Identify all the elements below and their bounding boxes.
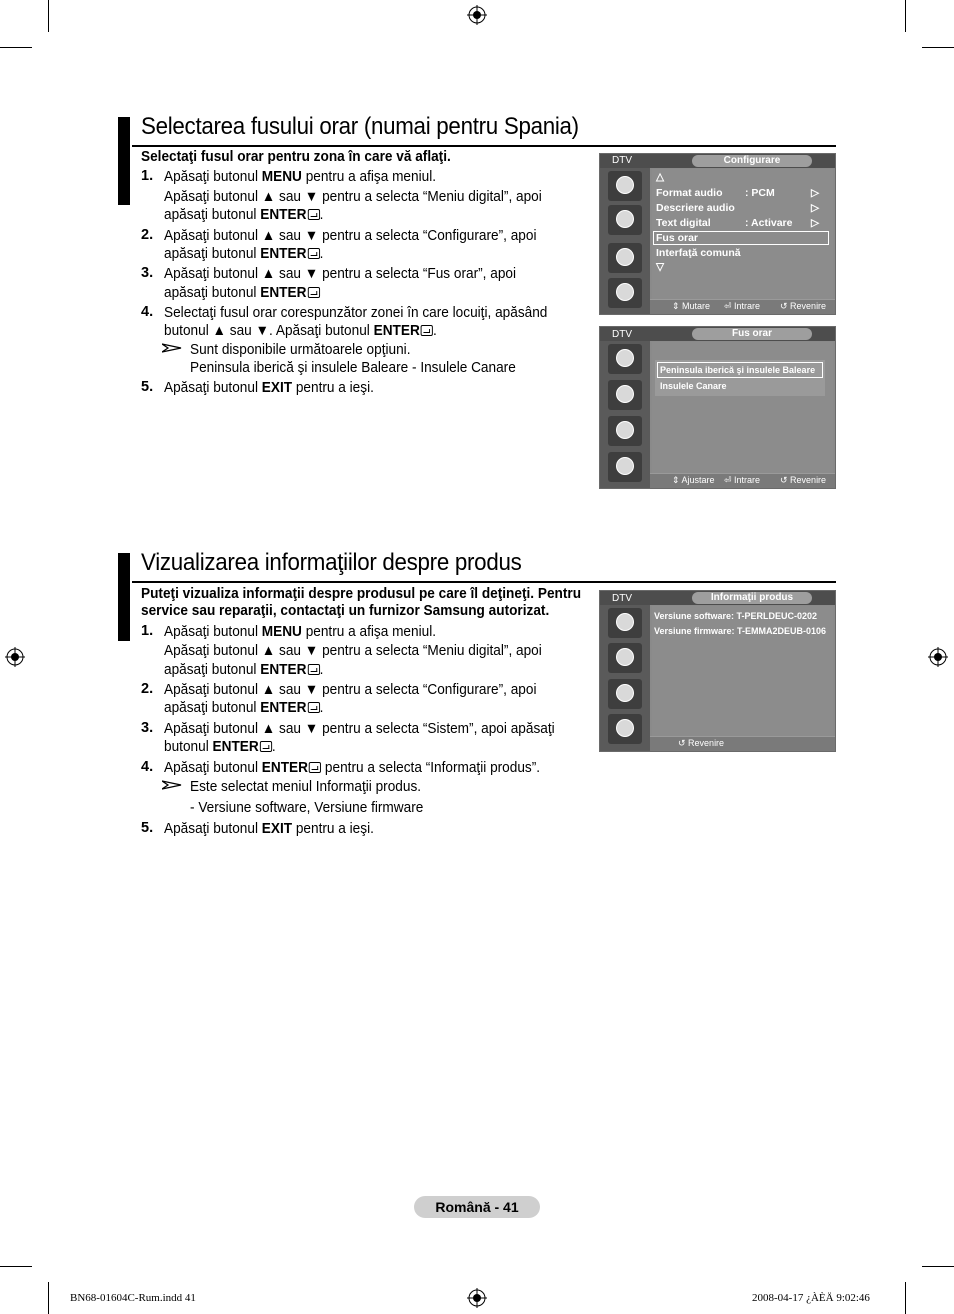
step-number: 3.	[141, 720, 154, 736]
foot-move: Mutare	[682, 301, 711, 311]
enter-icon	[421, 325, 433, 336]
step-text: apăsaţi butonul ENTER .	[164, 662, 324, 678]
osd-fus-orar	[599, 326, 836, 489]
setup-menu-icon	[608, 243, 642, 273]
step-number: 3.	[141, 265, 154, 281]
section-intro: Selectaţi fusul orar pentru zona în care vă aflaţi.	[141, 149, 451, 165]
crop-mark	[0, 47, 32, 48]
step-text: butonul ENTER .	[164, 739, 276, 755]
page-number: Română - 41	[414, 1196, 540, 1218]
note-text: - Versiune software, Versiune firmware	[190, 800, 424, 816]
crop-mark	[922, 1266, 954, 1267]
slug-right: 2008-04-17 ¿ÀÈÄ 9:02:46	[752, 1292, 870, 1304]
osd-dtv-label: DTV	[612, 329, 632, 340]
crop-mark	[905, 0, 906, 32]
osd-row-value: : PCM	[745, 187, 775, 199]
osd-dtv-label: DTV	[612, 593, 632, 604]
crop-mark	[922, 47, 954, 48]
sound-menu-icon	[608, 643, 642, 673]
section-bar-gap	[132, 117, 137, 205]
step-text: apăsaţi butonul ENTER .	[164, 700, 324, 716]
enter-icon	[260, 741, 272, 752]
step-text: Apăsaţi butonul ▲ sau ▼ pentru a selecta “Sistem”, apoi apăsaţi	[164, 721, 555, 737]
step-text: Apăsaţi butonul MENU pentru a afişa meniul.	[164, 624, 437, 640]
note-arrow-icon	[162, 780, 182, 790]
section-bar	[118, 553, 130, 641]
osd-tab: Fus orar	[692, 328, 812, 340]
crop-mark	[48, 0, 49, 32]
step-text: Apăsaţi butonul ▲ sau ▼ pentru a selecta “Configurare”, apoi	[164, 228, 537, 244]
registration-mark-icon	[467, 5, 487, 25]
section-intro: service sau reparaţii, contactaţi un furnizor Samsung autorizat.	[141, 603, 550, 619]
osd-option[interactable]: Peninsula iberică şi insulele Baleare	[660, 365, 816, 375]
step-text: Apăsaţi butonul MENU pentru a afişa meniul.	[164, 169, 437, 185]
step-number: 5.	[141, 379, 154, 395]
step-text: Selectaţi fusul orar corespunzător zonei în care locuiţi, apăsând	[164, 305, 548, 321]
osd-informatii-produs	[599, 590, 836, 752]
foot-enter: Intrare	[734, 301, 761, 311]
enter-icon	[307, 287, 319, 298]
osd-tab: Configurare	[692, 155, 812, 167]
section-intro: Puteţi vizualiza informaţii despre produsul pe care îl deţineţi. Pentru	[141, 586, 582, 602]
enter-icon	[307, 248, 319, 259]
chevron-right-icon: ▷	[811, 187, 820, 199]
foot-enter: Intrare	[734, 475, 761, 485]
note-text: Peninsula iberică şi insulele Baleare - Insulele Canare	[190, 360, 516, 376]
enter-icon	[307, 209, 319, 220]
picture-menu-icon	[608, 344, 642, 374]
step-text: apăsaţi butonul ENTER .	[164, 207, 324, 223]
enter-icon	[307, 664, 319, 675]
input-menu-icon	[608, 452, 642, 482]
step-text: Apăsaţi butonul EXIT pentru a ieşi.	[164, 821, 374, 837]
slug-left: BN68-01604C-Rum.indd 41	[70, 1292, 196, 1304]
foot-back: Revenire	[688, 738, 725, 748]
registration-mark-icon	[467, 1288, 487, 1308]
chevron-right-icon: ▷	[811, 217, 820, 229]
step-text: Apăsaţi butonul ENTER pentru a selecta “Informaţii produs”.	[164, 760, 541, 776]
step-text: Apăsaţi butonul ▲ sau ▼ pentru a selecta “Fus orar”, apoi	[164, 266, 517, 282]
osd-info-line: Versiune software: T-PERLDEUC-0202	[654, 611, 818, 621]
section-title: Selectarea fusului orar (numai pentru Spania)	[141, 113, 579, 140]
sound-menu-icon	[608, 380, 642, 410]
section-rule	[132, 145, 836, 147]
scroll-down-icon[interactable]: ▽	[656, 261, 665, 273]
crop-mark	[905, 1282, 906, 1314]
osd-row-label[interactable]: Text digital	[656, 217, 711, 229]
osd-tab: Informaţii produs	[692, 592, 812, 604]
step-number: 2.	[141, 681, 154, 697]
step-text: apăsaţi butonul ENTER .	[164, 246, 324, 262]
crop-mark	[48, 1282, 49, 1314]
setup-menu-icon	[608, 416, 642, 446]
step-text: Apăsaţi butonul ▲ sau ▼ pentru a selecta “Meniu digital”, apoi	[164, 189, 542, 205]
step-text: butonul ▲ sau ▼. Apăsaţi butonul ENTER .	[164, 323, 437, 339]
step-number: 4.	[141, 759, 154, 775]
crop-mark	[0, 1266, 32, 1267]
section-rule	[132, 581, 836, 583]
step-number: 1.	[141, 168, 154, 184]
chevron-right-icon: ▷	[811, 202, 820, 214]
note-text: Este selectat meniul Informaţii produs.	[190, 779, 422, 795]
osd-footer: ⇕ Mutare ⏎ Intrare ↺ Revenire	[650, 299, 835, 314]
step-text: apăsaţi butonul ENTER	[164, 284, 320, 302]
step-number: 2.	[141, 227, 154, 243]
osd-dtv-label: DTV	[612, 155, 632, 166]
section-title: Vizualizarea informaţiilor despre produs	[141, 549, 522, 576]
picture-menu-icon	[608, 171, 642, 201]
osd-row-label[interactable]: Fus orar	[656, 232, 699, 244]
osd-row-label[interactable]: Interfaţă comună	[656, 247, 741, 259]
osd-footer: ⇕ Ajustare ⏎ Intrare ↺ Revenire	[650, 473, 835, 488]
osd-row-label[interactable]: Format audio	[656, 187, 723, 199]
step-number: 1.	[141, 623, 154, 639]
osd-option[interactable]: Insulele Canare	[660, 381, 727, 391]
sound-menu-icon	[608, 205, 642, 235]
step-number: 4.	[141, 304, 154, 320]
picture-menu-icon	[608, 608, 642, 638]
foot-back: Revenire	[790, 475, 827, 485]
step-text: Apăsaţi butonul ▲ sau ▼ pentru a selecta “Configurare”, apoi	[164, 682, 537, 698]
step-number: 5.	[141, 820, 154, 836]
enter-icon	[309, 762, 321, 773]
registration-mark-icon	[5, 647, 25, 667]
section-bar	[118, 117, 130, 205]
step-text: Apăsaţi butonul ▲ sau ▼ pentru a selecta “Meniu digital”, apoi	[164, 643, 542, 659]
osd-configurare	[599, 153, 836, 315]
input-menu-icon	[608, 714, 642, 744]
scroll-up-icon[interactable]: △	[656, 171, 665, 183]
foot-back: Revenire	[790, 301, 827, 311]
osd-info-line: Versiune firmware: T-EMMA2DEUB-0106	[654, 626, 827, 636]
osd-footer: ↺ Revenire	[650, 736, 835, 751]
step-text: Apăsaţi butonul EXIT pentru a ieşi.	[164, 380, 374, 396]
registration-mark-icon	[928, 647, 948, 667]
osd-row-value: : Activare	[745, 217, 793, 229]
osd-row-label[interactable]: Descriere audio	[656, 202, 735, 214]
input-menu-icon	[608, 278, 642, 308]
enter-icon	[307, 702, 319, 713]
setup-menu-icon	[608, 679, 642, 709]
note-arrow-icon	[162, 343, 182, 353]
foot-adjust: Ajustare	[681, 475, 715, 485]
note-text: Sunt disponibile următoarele opţiuni.	[190, 342, 411, 358]
